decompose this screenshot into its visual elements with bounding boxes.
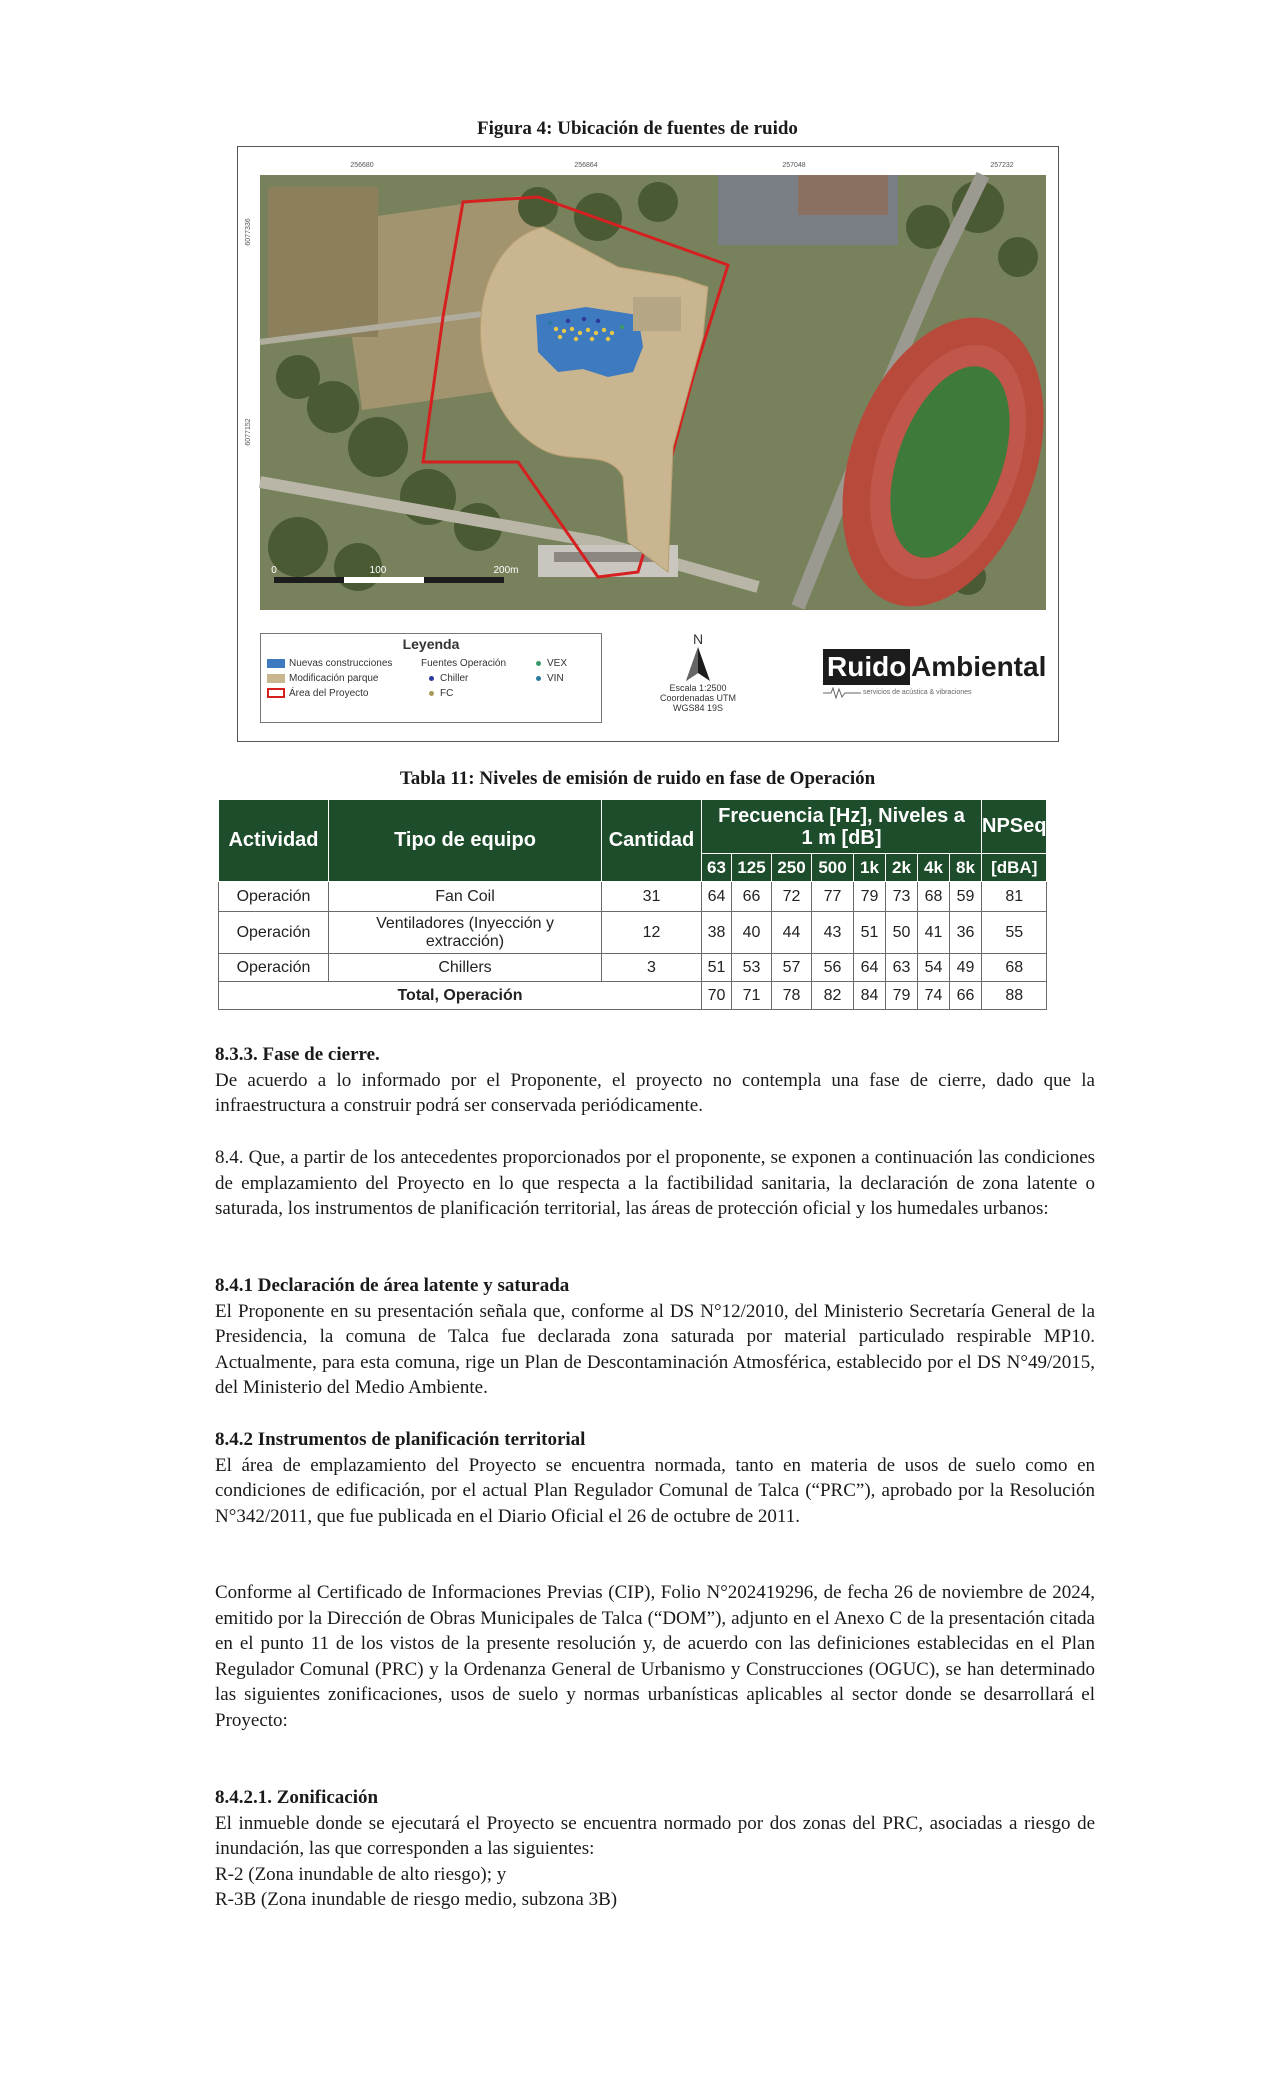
header-tipo: Tipo de equipo (329, 800, 602, 882)
cell-actividad: Operación (219, 954, 329, 982)
fc-dot-icon (429, 691, 434, 696)
swatch-blue (267, 659, 285, 668)
location-figure (237, 146, 1059, 742)
cell-tipo: Ventiladores (Inyección y extracción) (329, 912, 602, 954)
freq-1k: 1k (854, 854, 886, 882)
figure-caption: Figura 4: Ubicación de fuentes de ruido (477, 118, 798, 139)
north-arrow-block (648, 631, 748, 713)
cell-total-value: 78 (772, 982, 812, 1010)
legend-item-vex: VEX (536, 658, 567, 669)
vex-dot-icon (536, 661, 541, 666)
cell-value: 77 (812, 882, 854, 912)
cell-npseq: 55 (982, 912, 1047, 954)
cell-value: 73 (886, 882, 918, 912)
cell-npseq: 68 (982, 954, 1047, 982)
map-coord-top-1: 256680 (350, 162, 374, 169)
cell-value: 41 (918, 912, 950, 954)
cell-total-value: 82 (812, 982, 854, 1010)
section-8-4-2-body-1: El área de emplazamiento del Proyecto se encuentra normada, tanto en materia de usos de suelo como en condiciones de edificación, por el actual Plan Regulador Comunal de Talca (“PRC”), aprobado por la Resolución N°342/2011, que fue publicada en el Diario Oficial el 26 de octubre de 2011. (215, 1454, 1095, 1527)
map-scale-text: Escala 1:2500 (669, 683, 727, 693)
zone-r3b-item: R-3B (Zona inundable de riesgo medio, subzona 3B) (215, 1889, 618, 1910)
cell-total-value: 70 (702, 982, 732, 1010)
table-caption: Tabla 11: Niveles de emisión de ruido en fase de Operación (399, 768, 876, 789)
cell-value: 79 (854, 882, 886, 912)
swatch-tan (267, 674, 285, 683)
section-8-4-body: 8.4. Que, a partir de los antecedentes proporcionados por el proponente, se exponen a continuación las condiciones de emplazamiento del Proyecto en lo que respecta a la factibilidad sanitaria, la declaración de zona latente o saturada, los instrumentos de planificación territorial, las áreas de protección oficial y los humedales urbanos: (215, 1147, 1095, 1219)
section-8-4-1 (215, 1273, 1095, 1401)
freq-500: 500 (812, 854, 854, 882)
section-8-3-3-body: De acuerdo a lo informado por el Proponente, el proyecto no contempla una fase de cierre, dado que la infraestructura a construir podrá ser conservada periódicamente. (215, 1069, 1095, 1116)
map-coord-top-3: 257048 (782, 162, 806, 169)
chiller-dot-icon (429, 676, 434, 681)
map-coords-text: Coordenadas UTM (659, 693, 737, 703)
cell-total-value: 74 (918, 982, 950, 1010)
legend-item-project-area: Área del Proyecto (267, 688, 369, 699)
cell-total-value: 71 (732, 982, 772, 1010)
cell-total-label: Total, Operación (219, 982, 702, 1010)
cell-value: 54 (918, 954, 950, 982)
cell-value: 50 (886, 912, 918, 954)
vin-dot-icon (536, 676, 541, 681)
waveform-icon (823, 687, 861, 699)
freq-2k: 2k (886, 854, 918, 882)
cell-tipo: Chillers (329, 954, 602, 982)
scale-tick-100: 100 (369, 565, 387, 576)
header-cantidad: Cantidad (602, 800, 702, 882)
freq-63: 63 (702, 854, 732, 882)
cell-value: 56 (812, 954, 854, 982)
legend-item-park-modification: Modificación parque (267, 673, 379, 684)
freq-8k: 8k (950, 854, 982, 882)
cell-cantidad: 3 (602, 954, 702, 982)
map-coord-left-1: 6077336 (245, 218, 252, 246)
cell-value: 43 (812, 912, 854, 954)
cell-actividad: Operación (219, 882, 329, 912)
freq-4k: 4k (918, 854, 950, 882)
cell-value: 44 (772, 912, 812, 954)
section-8-4-2 (215, 1427, 1095, 1529)
aerial-map (238, 147, 1058, 617)
header-frecuencia: Frecuencia [Hz], Niveles a 1 m [dB] (702, 800, 982, 854)
map-coord-left-2: 6077152 (245, 418, 252, 446)
header-npseq: NPSeq (982, 800, 1047, 854)
cell-value: 38 (702, 912, 732, 954)
scale-tick-0: 0 (271, 565, 277, 576)
cell-value: 64 (854, 954, 886, 982)
freq-125: 125 (732, 854, 772, 882)
cell-value: 53 (732, 954, 772, 982)
section-8-3-3 (215, 1042, 1095, 1119)
section-8-4-2-1-body: El inmueble donde se ejecutará el Proyecto se encuentra normado por dos zonas del PRC, asociadas a riesgo de inundación, las que corresponden a las siguientes: (215, 1812, 1095, 1859)
cell-value: 36 (950, 912, 982, 954)
scale-tick-200: 200m (493, 565, 519, 576)
cell-value: 64 (702, 882, 732, 912)
header-npseq-unit: [dBA] (982, 854, 1047, 882)
section-8-3-3-title: 8.3.3. Fase de cierre. (215, 1044, 380, 1065)
map-datum-text: WGS84 19S (672, 703, 724, 713)
map-coord-top-4: 257232 (990, 162, 1014, 169)
north-letter: N (692, 631, 704, 647)
cell-npseq: 81 (982, 882, 1047, 912)
cell-value: 51 (854, 912, 886, 954)
section-8-4-2-body-2: Conforme al Certificado de Informaciones Previas (CIP), Folio N°202419296, de fecha 26 de noviembre de 2024, emitido por la Dirección de Obras Municipales de Talca (“DOM”), adjunto en el Anexo C de la presentación citada en el punto 11 de los vistos de la presente resolución y, de acuerdo con las definiciones establecidas en el Plan Regulador Comunal (PRC) y la Ordenanza General de Urbanismo y Construcciones (OGUC), se han determinado las siguientes zonificaciones, usos de suelo y normas urbanísticas aplicables al sector donde se desarrollará el Proyecto: (215, 1582, 1095, 1731)
legend-item-fc: FC (429, 688, 453, 699)
section-8-4-2-title: 8.4.2 Instrumentos de planificación territorial (215, 1429, 586, 1450)
legend-item-new-construction: Nuevas construcciones (267, 658, 392, 669)
cell-tipo: Fan Coil (329, 882, 602, 912)
cell-value: 68 (918, 882, 950, 912)
header-actividad: Actividad (219, 800, 329, 882)
ruido-ambiental-logo: Ruido Ambiental servicios de acústica & vibraciones (823, 649, 1038, 713)
cell-cantidad: 12 (602, 912, 702, 954)
cell-value: 63 (886, 954, 918, 982)
map-legend (260, 633, 602, 723)
cell-value: 49 (950, 954, 982, 982)
cell-value: 59 (950, 882, 982, 912)
cell-actividad: Operación (219, 912, 329, 954)
cell-total-value: 79 (886, 982, 918, 1010)
cell-value: 51 (702, 954, 732, 982)
legend-item-vin: VIN (536, 673, 564, 684)
section-8-4-2-1-title: 8.4.2.1. Zonificación (215, 1787, 379, 1808)
freq-250: 250 (772, 854, 812, 882)
cell-value: 40 (732, 912, 772, 954)
table-row (219, 954, 1047, 982)
cell-cantidad: 31 (602, 882, 702, 912)
north-arrow-icon (683, 647, 713, 681)
legend-item-chiller: Chiller (429, 673, 468, 684)
cell-value: 57 (772, 954, 812, 982)
table-row (219, 882, 1047, 912)
section-8-4-1-body: El Proponente en su presentación señala que, conforme al DS N°12/2010, del Ministerio Secretaría General de la Presidencia, la comuna de Talca fue declarada zona saturada por material particulado respirable MP10. Actualmente, para esta comuna, rige un Plan de Descontaminación Atmosférica, establecido por el DS N°49/2015, del Ministerio del Medio Ambiente. (215, 1300, 1095, 1398)
noise-emission-table (218, 799, 1047, 1010)
cell-value: 66 (732, 882, 772, 912)
zone-r2-item: R-2 (Zona inundable de alto riesgo); y (215, 1863, 507, 1885)
section-8-4-1-title: 8.4.1 Declaración de área latente y saturada (215, 1275, 570, 1296)
swatch-red-outline (267, 688, 285, 698)
table-row (219, 912, 1047, 954)
table-total-row (219, 982, 1047, 1010)
map-coord-top-2: 256864 (574, 162, 598, 169)
cell-total-npseq: 88 (982, 982, 1047, 1010)
cell-value: 72 (772, 882, 812, 912)
legend-title: Leyenda (402, 636, 460, 652)
cell-total-value: 84 (854, 982, 886, 1010)
cell-total-value: 66 (950, 982, 982, 1010)
legend-sources-title: Fuentes Operación (421, 658, 507, 669)
section-8-4-2-1 (215, 1785, 1095, 1913)
